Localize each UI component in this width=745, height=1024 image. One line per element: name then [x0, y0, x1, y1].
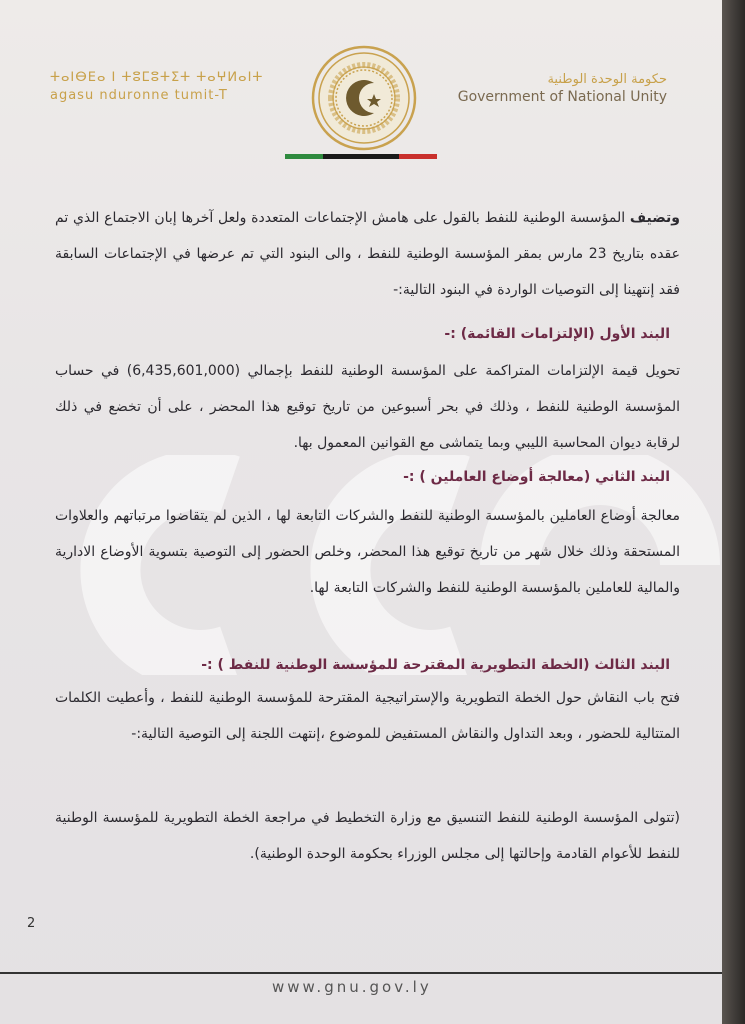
intro-lead: وتضيف [629, 210, 680, 226]
flag-color-strip [285, 154, 437, 159]
intro-paragraph [55, 200, 680, 308]
section-3-recommendation: (تتولى المؤسسة الوطنية للنفط التنسيق مع وزارة التخطيط في مراجعة الخطة التطويرية للمؤسسة الوطنية للنفط للأعوام القادمة وإحالتها إلى مجلس الوزراء بحكومة الوحدة الوطنية). [55, 810, 680, 862]
section-1-body: تحويل قيمة الإلتزامات المتراكمة على المؤسسة الوطنية للنفط بإجمالي (6,435,601,000) في حساب المؤسسة الوطنية للنفط ، وذلك في بحر أسبوعين من تاريخ توقيع هذا المحضر ، على أن تخضع في ذلك لرقابة ديوان المحاسبة الليبي وبما يتماشى مع القوانين المعمول بها. [55, 363, 680, 451]
background-edge [722, 0, 745, 1024]
header-arabic-name: حكومة الوحدة الوطنية [547, 72, 667, 87]
footer-rule [0, 972, 722, 974]
government-seal-icon [311, 45, 417, 151]
flag-stripe-green [285, 154, 323, 159]
flag-stripe-red [399, 154, 437, 159]
intro-text: المؤسسة الوطنية للنفط بالقول على هامش الإجتماعات المتعددة ولعل آخرها إبان الاجتماع الذي تم عقده بتاريخ 23 مارس بمقر المؤسسة الوطنية للنفط ، والى البنود التي تم عرضها في الإجتماعات السابقة فقد إنتهينا إلى التوصيات الواردة في البنود التالية:- [55, 210, 680, 298]
section-2-body: معالجة أوضاع العاملين بالمؤسسة الوطنية للنفط والشركات التابعة لها ، الذين لم يتقاضوا مرتباتهم والعلاوات المستحقة وذلك خلال شهر من تاريخ توقيع هذا المحضر، وخلص الحضور إلى التوصية بتسوية الأوضاع الادارية والمالية للعاملين بالمؤسسة الوطنية للنفط والشركات التابعة لها. [55, 508, 680, 596]
page-number: 2 [27, 916, 36, 931]
flag-stripe-black [323, 154, 361, 159]
flag-stripe-black-2 [361, 154, 399, 159]
header-tifinagh-name: ⵜⴰⵏⴱⴹⴰ ⵏ ⵜⵓⵎⵓⵜⵉⵜ ⵜⴰⵖⵍⴰⵏⵜ [50, 70, 264, 85]
footer-website: www.gnu.gov.ly [272, 978, 432, 996]
header-english-name: Government of National Unity [457, 89, 667, 105]
section-3-heading: البند الثالث (الخطة التطويرية المقترحة للمؤسسة الوطنية للنفط ) :- [201, 657, 670, 673]
header-latin-name: agasu nduronne tumit-T [50, 88, 228, 103]
section-3-body: فتح باب النقاش حول الخطة التطويرية والإستراتيجية المقترحة للمؤسسة الوطنية للنفط ، وأعطيت الكلمات المتتالية للحضور ، وبعد التداول والنقاش المستفيض للموضوع ،إنتهت اللجنة إلى التوصية التالية:- [55, 690, 680, 742]
section-1-heading: البند الأول (الإلتزامات القائمة) :- [444, 326, 670, 342]
section-2-heading: البند الثاني (معالجة أوضاع العاملين ) :- [403, 469, 670, 485]
